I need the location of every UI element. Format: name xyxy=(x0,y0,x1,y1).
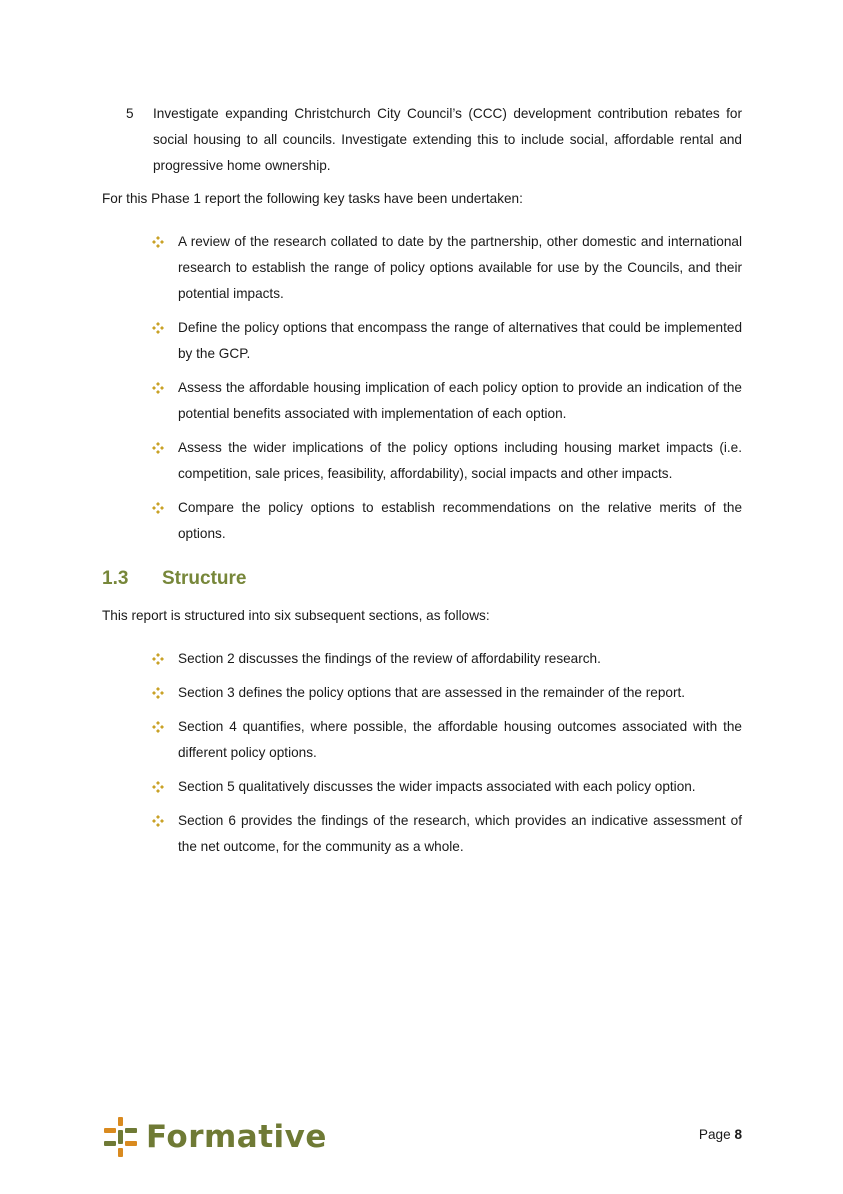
section-title: Structure xyxy=(162,568,247,589)
page-label: Page xyxy=(698,1127,731,1142)
logo-text: Formative xyxy=(146,1119,327,1155)
page-number xyxy=(699,1125,742,1145)
list-item xyxy=(150,315,742,367)
list-item xyxy=(150,435,742,487)
formative-logo-icon xyxy=(104,1117,138,1157)
section-number: 1.3 xyxy=(102,568,129,589)
list-item-text: Section 4 quantifies, where possible, the affordable housing outcomes associated with the different policy options. xyxy=(178,719,742,760)
list-item-text: A review of the research collated to date by the partnership, other domestic and international research to establish the range of policy options available for use by the Councils, and their potential impacts. xyxy=(178,234,742,301)
tasks-intro: For this Phase 1 report the following key tasks have been undertaken: xyxy=(102,191,523,206)
four-diamond-bullet-icon xyxy=(152,815,164,827)
four-diamond-bullet-icon xyxy=(152,502,164,514)
item-text: Investigate expanding Christchurch City Council’s (CCC) development contribution rebates for social housing to all councils. Investigate extending this to include social, affordable rental and progressive home ownership. xyxy=(153,106,742,173)
list-item-text: Section 6 provides the findings of the research, which provides an indicative assessment of the net outcome, for the community as a whole. xyxy=(178,813,742,854)
list-item-text: Compare the policy options to establish recommendations on the relative merits of the options. xyxy=(178,500,742,541)
structure-intro: This report is structured into six subsequent sections, as follows: xyxy=(102,608,490,623)
formative-logo xyxy=(104,1116,327,1158)
four-diamond-bullet-icon xyxy=(152,687,164,699)
tasks-list xyxy=(150,229,742,547)
list-item xyxy=(150,375,742,427)
list-item-text: Define the policy options that encompass the range of alternatives that could be implemented by the GCP. xyxy=(178,320,742,361)
page-number-value: 8 xyxy=(734,1127,742,1142)
four-diamond-bullet-icon xyxy=(152,721,164,733)
list-item xyxy=(150,646,742,672)
four-diamond-bullet-icon xyxy=(152,781,164,793)
list-item-text: Section 5 qualitatively discusses the wider impacts associated with each policy option. xyxy=(178,779,696,794)
item-number: 5 xyxy=(126,106,134,121)
list-item xyxy=(150,495,742,547)
sections-list xyxy=(150,646,742,868)
list-item xyxy=(150,680,742,706)
list-item xyxy=(150,714,742,766)
four-diamond-bullet-icon xyxy=(152,382,164,394)
list-item xyxy=(150,229,742,307)
four-diamond-bullet-icon xyxy=(152,653,164,665)
list-item-text: Assess the affordable housing implication of each policy option to provide an indication of the potential benefits associated with implementation of each option. xyxy=(178,380,742,421)
list-item-text: Section 3 defines the policy options that are assessed in the remainder of the report. xyxy=(178,685,686,700)
four-diamond-bullet-icon xyxy=(152,322,164,334)
list-item xyxy=(150,808,742,860)
list-item xyxy=(150,774,742,800)
section-heading xyxy=(102,565,246,593)
list-item-text: Assess the wider implications of the policy options including housing market impacts (i.e. competition, sale prices, feasibility, affordability), social impacts and other impacts. xyxy=(178,440,742,481)
list-item-text: Section 2 discusses the findings of the review of affordability research. xyxy=(178,651,601,666)
four-diamond-bullet-icon xyxy=(152,236,164,248)
four-diamond-bullet-icon xyxy=(152,442,164,454)
